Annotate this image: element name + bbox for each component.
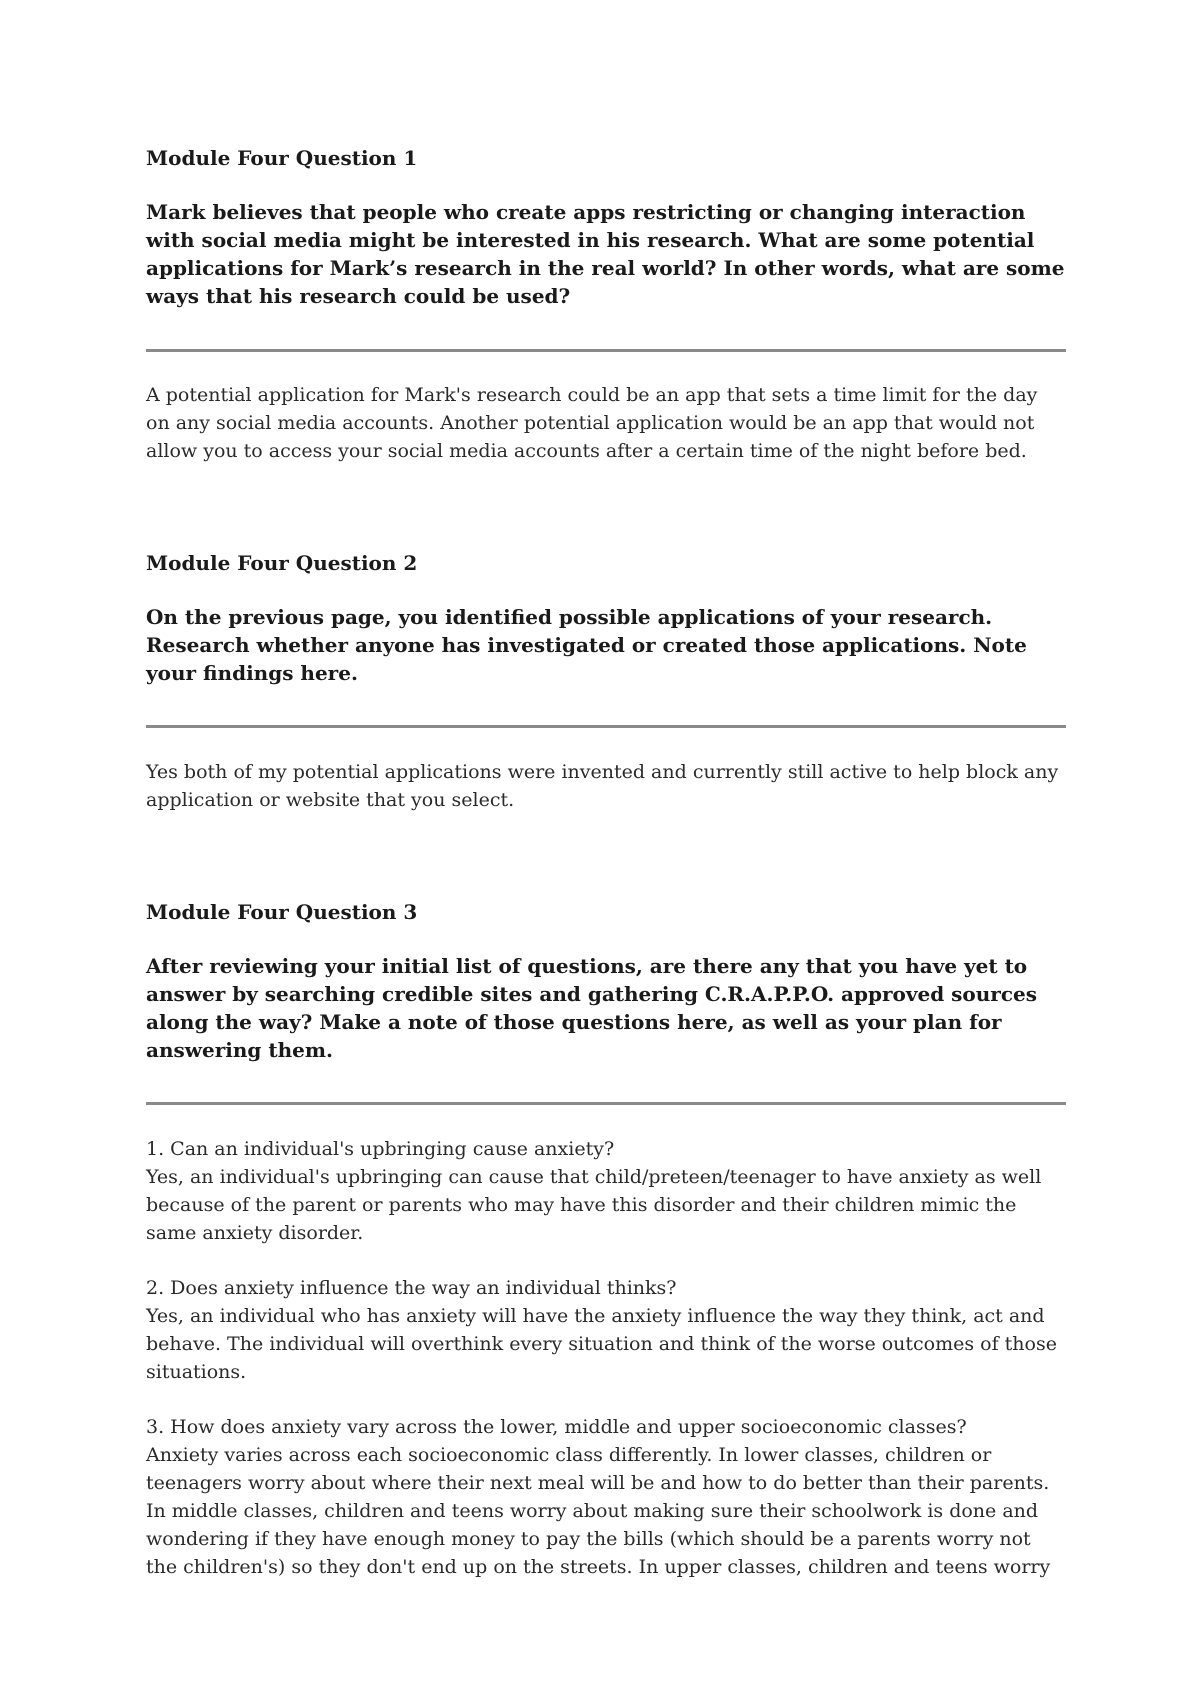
list-item-answer: Yes, an individual's upbringing can cause that child/preteen/teenager to have anxiety as well because of the parent or parents who may have this disorder and their children mimic the same anxiety disorder. (146, 1166, 1042, 1244)
answer-text: A potential application for Mark's research could be an app that sets a time limit for the day on any social media accounts. Another potential application would be an app that would not allow you to access your social media accounts after a certain time of the night before bed. (146, 384, 1038, 462)
list-item-question: 2. Does anxiety influence the way an individual thinks? (146, 1277, 677, 1299)
question-section-2 (146, 549, 1066, 814)
divider (146, 725, 1066, 728)
list-item (146, 1135, 1066, 1247)
divider (146, 349, 1066, 352)
answer-list (146, 1135, 1066, 1581)
list-item (146, 1274, 1066, 1386)
question-prompt: After reviewing your initial list of questions, are there any that you have yet to answer by searching credible sites and gathering C.R.A.P.P.O. approved sources along the way? Make a note of those questions here, as well as your plan for answering them. (146, 954, 1037, 1062)
list-item (146, 1413, 1066, 1581)
list-item-answer: Anxiety varies across each socioeconomic class differently. In lower classes, children or teenagers worry about where their next meal will be and how to do better than their parents. In middle classes, children and teens worry about making sure their schoolwork is done and wondering if they have enough money to pay the bills (which should be a parents worry not the children's) so they don't end up on the streets. In upper classes, children and teens worry (146, 1444, 1051, 1578)
list-item-answer: Yes, an individual who has anxiety will have the anxiety influence the way they think, act and behave. The individual will overthink every situation and think of the worse outcomes of those situations. (146, 1305, 1057, 1383)
question-section-1 (146, 144, 1066, 465)
question-title: Module Four Question 3 (146, 900, 418, 924)
question-prompt: On the previous page, you identified possible applications of your research. Research whether anyone has investigated or created those applications. Note your findings here. (146, 605, 1027, 685)
divider (146, 1102, 1066, 1105)
question-title: Module Four Question 2 (146, 551, 418, 575)
list-item-question: 1. Can an individual's upbringing cause anxiety? (146, 1138, 615, 1160)
question-section-3 (146, 898, 1066, 1581)
question-prompt: Mark believes that people who create apps restricting or changing interaction with social media might be interested in his research. What are some potential applications for Mark’s research in the real world? In other words, what are some ways that his research could be used? (146, 200, 1065, 308)
document-page (146, 144, 1066, 1581)
answer-text: Yes both of my potential applications were invented and currently still active to help block any application or website that you select. (146, 761, 1059, 811)
question-title: Module Four Question 1 (146, 146, 418, 170)
list-item-question: 3. How does anxiety vary across the lower, middle and upper socioeconomic classes? (146, 1416, 967, 1438)
